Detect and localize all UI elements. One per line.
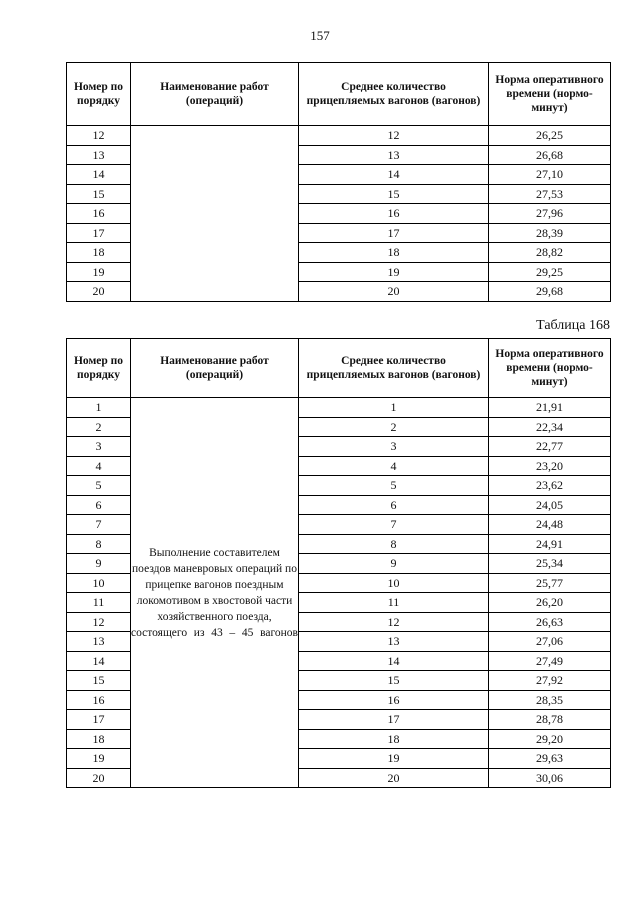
row-number-cell: 13: [67, 145, 131, 165]
table-row: [67, 126, 611, 146]
row-number-cell: 6: [67, 495, 131, 515]
norm-time-cell: 29,63: [489, 749, 611, 769]
row-number-cell: 10: [67, 573, 131, 593]
table-header-row: [67, 339, 611, 398]
row-number-cell: 2: [67, 417, 131, 437]
operation-description-cell-empty: [131, 126, 299, 302]
table-row: [67, 398, 611, 418]
avg-wagons-cell: 6: [299, 495, 489, 515]
norm-time-cell: 29,68: [489, 282, 611, 302]
avg-wagons-cell: 4: [299, 456, 489, 476]
row-number-cell: 12: [67, 612, 131, 632]
norm-time-cell: 23,62: [489, 476, 611, 496]
norm-time-cell: 26,20: [489, 593, 611, 613]
row-number-cell: 12: [67, 126, 131, 146]
row-number-cell: 18: [67, 243, 131, 263]
table-header-row: [67, 63, 611, 126]
header-avg-wagons: Среднее количество прицепляемых вагонов (вагонов): [299, 339, 489, 398]
norm-time-cell: 30,06: [489, 768, 611, 788]
row-number-cell: 5: [67, 476, 131, 496]
avg-wagons-cell: 16: [299, 204, 489, 224]
row-number-cell: 19: [67, 749, 131, 769]
norm-table-continued: [66, 62, 611, 302]
avg-wagons-cell: 20: [299, 282, 489, 302]
avg-wagons-cell: 14: [299, 165, 489, 185]
header-number: Номер по порядку: [67, 339, 131, 398]
row-number-cell: 17: [67, 223, 131, 243]
header-operation: Наименование работ (операций): [131, 63, 299, 126]
row-number-cell: 3: [67, 437, 131, 457]
row-number-cell: 19: [67, 262, 131, 282]
norm-time-cell: 26,63: [489, 612, 611, 632]
header-operation: Наименование работ (операций): [131, 339, 299, 398]
avg-wagons-cell: 18: [299, 729, 489, 749]
norm-time-cell: 28,35: [489, 690, 611, 710]
norm-time-cell: 23,20: [489, 456, 611, 476]
operation-description-cell: Выполнение составителем поездов маневровых операций по прицепке вагонов поездным локомотивом в хвостовой части хозяйственного поезда, состоящего из 43 – 45 вагонов: [131, 398, 299, 788]
row-number-cell: 20: [67, 282, 131, 302]
avg-wagons-cell: 7: [299, 515, 489, 535]
avg-wagons-cell: 15: [299, 184, 489, 204]
avg-wagons-cell: 19: [299, 262, 489, 282]
norm-time-cell: 22,77: [489, 437, 611, 457]
norm-time-cell: 27,06: [489, 632, 611, 652]
row-number-cell: 18: [67, 729, 131, 749]
norm-time-cell: 28,39: [489, 223, 611, 243]
row-number-cell: 16: [67, 690, 131, 710]
norm-time-cell: 28,82: [489, 243, 611, 263]
norm-time-cell: 26,25: [489, 126, 611, 146]
norm-time-cell: 24,91: [489, 534, 611, 554]
avg-wagons-cell: 13: [299, 145, 489, 165]
header-norm-time: Норма оперативного времени (нормо-минут): [489, 339, 611, 398]
norm-time-cell: 22,34: [489, 417, 611, 437]
header-avg-wagons: Среднее количество прицепляемых вагонов (вагонов): [299, 63, 489, 126]
header-number: Номер по порядку: [67, 63, 131, 126]
norm-table-168: [66, 338, 611, 788]
table-title: Таблица 168: [536, 318, 610, 333]
avg-wagons-cell: 19: [299, 749, 489, 769]
row-number-cell: 15: [67, 184, 131, 204]
norm-time-cell: 24,05: [489, 495, 611, 515]
avg-wagons-cell: 12: [299, 612, 489, 632]
norm-time-cell: 27,49: [489, 651, 611, 671]
avg-wagons-cell: 13: [299, 632, 489, 652]
header-norm-time: Норма оперативного времени (нормо-минут): [489, 63, 611, 126]
avg-wagons-cell: 12: [299, 126, 489, 146]
avg-wagons-cell: 5: [299, 476, 489, 496]
row-number-cell: 14: [67, 165, 131, 185]
row-number-cell: 4: [67, 456, 131, 476]
norm-time-cell: 29,20: [489, 729, 611, 749]
avg-wagons-cell: 18: [299, 243, 489, 263]
avg-wagons-cell: 15: [299, 671, 489, 691]
avg-wagons-cell: 3: [299, 437, 489, 457]
row-number-cell: 7: [67, 515, 131, 535]
avg-wagons-cell: 17: [299, 710, 489, 730]
row-number-cell: 11: [67, 593, 131, 613]
avg-wagons-cell: 16: [299, 690, 489, 710]
avg-wagons-cell: 10: [299, 573, 489, 593]
avg-wagons-cell: 9: [299, 554, 489, 574]
avg-wagons-cell: 17: [299, 223, 489, 243]
norm-time-cell: 24,48: [489, 515, 611, 535]
page-number: 157: [310, 28, 330, 43]
norm-time-cell: 28,78: [489, 710, 611, 730]
row-number-cell: 17: [67, 710, 131, 730]
norm-time-cell: 27,53: [489, 184, 611, 204]
row-number-cell: 13: [67, 632, 131, 652]
norm-time-cell: 29,25: [489, 262, 611, 282]
norm-time-cell: 27,96: [489, 204, 611, 224]
row-number-cell: 20: [67, 768, 131, 788]
row-number-cell: 16: [67, 204, 131, 224]
norm-time-cell: 25,77: [489, 573, 611, 593]
row-number-cell: 15: [67, 671, 131, 691]
avg-wagons-cell: 2: [299, 417, 489, 437]
row-number-cell: 8: [67, 534, 131, 554]
row-number-cell: 9: [67, 554, 131, 574]
avg-wagons-cell: 11: [299, 593, 489, 613]
avg-wagons-cell: 8: [299, 534, 489, 554]
norm-time-cell: 26,68: [489, 145, 611, 165]
row-number-cell: 14: [67, 651, 131, 671]
row-number-cell: 1: [67, 398, 131, 418]
avg-wagons-cell: 1: [299, 398, 489, 418]
norm-time-cell: 25,34: [489, 554, 611, 574]
norm-time-cell: 27,10: [489, 165, 611, 185]
norm-time-cell: 21,91: [489, 398, 611, 418]
avg-wagons-cell: 20: [299, 768, 489, 788]
avg-wagons-cell: 14: [299, 651, 489, 671]
norm-time-cell: 27,92: [489, 671, 611, 691]
